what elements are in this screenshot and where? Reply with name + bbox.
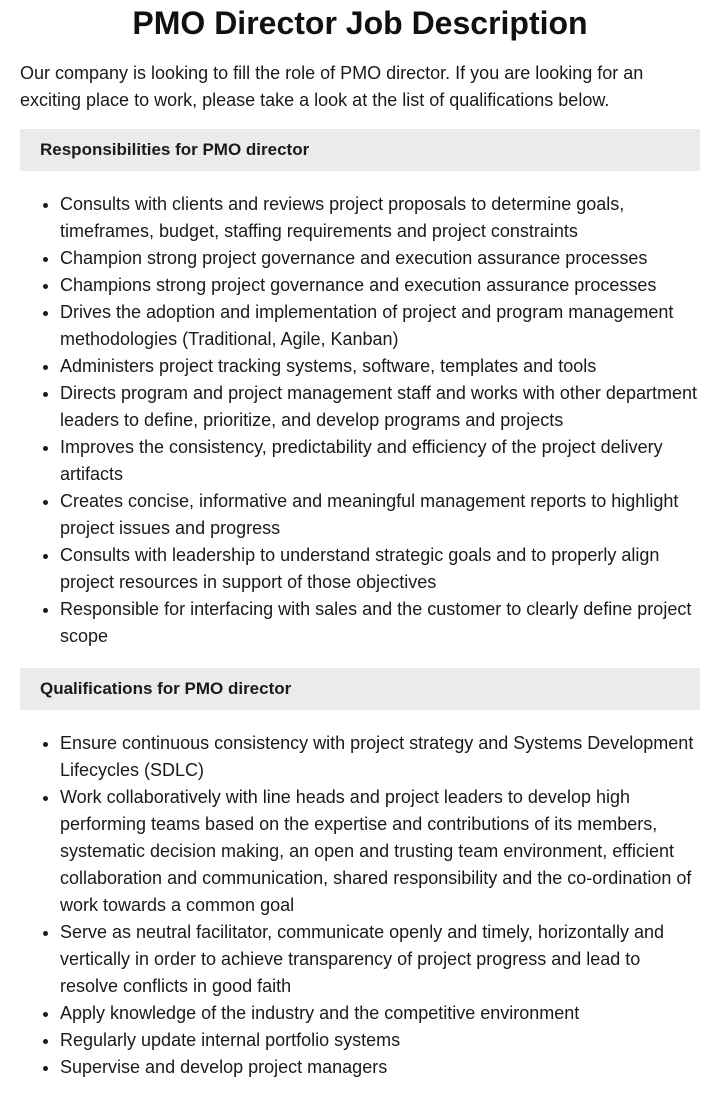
list-item: • Consults with clients and reviews project proposals to determine goals, timeframes, budget, staffing requirements and project constraints — [60, 191, 700, 245]
intro-paragraph: Our company is looking to fill the role of PMO director. If you are looking for an exciting place to work, please take a look at the list of qualifications below. — [20, 63, 644, 110]
list-item: • Creates concise, informative and meaningful management reports to highlight project issues and progress — [60, 488, 700, 542]
list-item: • Supervise and develop project managers — [60, 1054, 700, 1081]
list-item: • Apply knowledge of the industry and the competitive environment — [60, 1000, 700, 1027]
list-item: • Regularly update internal portfolio systems — [60, 1027, 700, 1054]
list-item: • Serve as neutral facilitator, communicate openly and timely, horizontally and vertically in order to achieve transparency of project progress and lead to resolve conflicts in good faith — [60, 919, 700, 1000]
list-item: • Consults with leadership to understand strategic goals and to properly align project resources in support of those objectives — [60, 542, 700, 596]
responsibilities-list — [20, 191, 700, 650]
list-item: • Ensure continuous consistency with project strategy and Systems Development Lifecycles (SDLC) — [60, 730, 700, 784]
qualifications-heading: Qualifications for PMO director — [20, 668, 700, 710]
list-item: • Drives the adoption and implementation of project and program management methodologies (Traditional, Agile, Kanban) — [60, 299, 700, 353]
list-item: • Responsible for interfacing with sales and the customer to clearly define project scope — [60, 596, 700, 650]
responsibilities-heading: Responsibilities for PMO director — [20, 129, 700, 171]
list-item: • Directs program and project management staff and works with other department leaders to define, prioritize, and develop programs and projects — [60, 380, 700, 434]
list-item: • Administers project tracking systems, software, templates and tools — [60, 353, 700, 380]
qualifications-list — [20, 730, 700, 1081]
page-title: PMO Director Job Description — [132, 5, 588, 41]
list-item: • Champion strong project governance and execution assurance processes — [60, 245, 700, 272]
list-item: • Work collaboratively with line heads and project leaders to develop high performing teams based on the expertise and contributions of its members, systematic decision making, an open and trusting team environment, efficient collaboration and communication, shared responsibility and the co-ordination of work towards a common goal — [60, 784, 700, 919]
list-item: • Champions strong project governance and execution assurance processes — [60, 272, 700, 299]
list-item: • Improves the consistency, predictability and efficiency of the project delivery artifacts — [60, 434, 700, 488]
